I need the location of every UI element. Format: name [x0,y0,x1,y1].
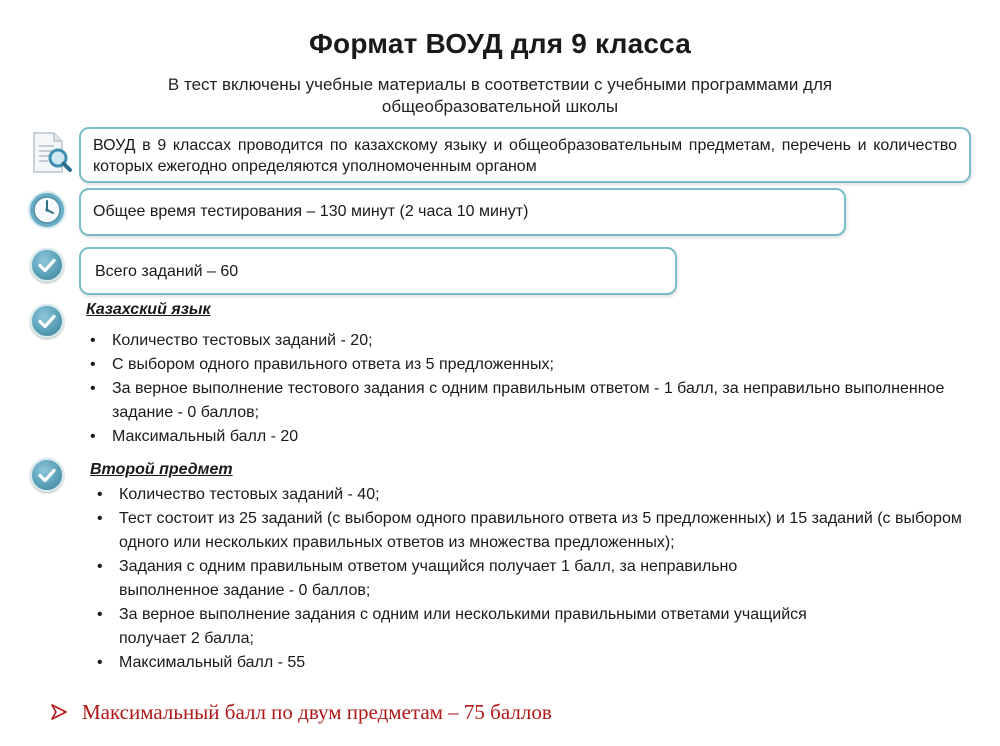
list-item: • Количество тестовых заданий - 20; [86,329,946,353]
section-heading-kazakh: Казахский язык [86,301,211,318]
page-title: Формат ВОУД для 9 класса [308,28,692,59]
list-item: • Тест состоит из 25 заданий (с выбором одного правильного ответа из 5 предложенных) и 15 заданий (с выбором одного или нескольких правильных ответов из множества предложенных); [93,507,973,555]
subtitle-line-1: В тест включены учебные материалы в соответствии с учебными программами для [167,75,833,94]
document-search-icon [28,130,74,176]
subtitle [100,74,900,118]
kazakh-language-list [86,329,946,449]
list-item: • Количество тестовых заданий - 40; [93,483,973,507]
clock-icon [27,190,67,230]
info-box-total-time: Общее время тестирования – 130 минут (2 часа 10 минут) [79,188,846,236]
section-heading-second-subject: Второй предмет [90,461,233,478]
list-item: • С выбором одного правильного ответа из 5 предложенных; [86,353,946,377]
list-item: • Задания с одним правильным ответом учащийся получает 1 балл, за неправильно выполненное задание - 0 баллов; [93,555,809,603]
footer-text: Максимальный балл по двум предметам – 75 баллов [82,700,552,724]
info-box-kazakh-and-subjects: ВОУД в 9 классах проводится по казахскому языку и общеобразовательным предметам, перечень и количество которых ежегодно определяются уполномоченным органом [79,127,971,183]
footer-max-score [50,700,552,725]
subtitle-line-2: общеобразовательной школы [381,97,619,116]
second-subject-list [93,483,973,675]
list-item: • За верное выполнение тестового задания с одним правильным ответом - 1 балл, за неправильно выполненное задание - 0 баллов; [86,377,946,425]
list-item: • Максимальный балл - 20 [86,425,946,449]
checkmark-icon [30,248,64,282]
info-box-total-tasks: Всего заданий – 60 [79,247,677,295]
list-item: • Максимальный балл - 55 [93,651,973,675]
checkmark-icon [30,458,64,492]
arrow-right-icon [50,704,72,723]
checkmark-icon [30,304,64,338]
list-item: • За верное выполнение задания с одним или несколькими правильными ответами учащийся получает 2 балла; [93,603,819,651]
